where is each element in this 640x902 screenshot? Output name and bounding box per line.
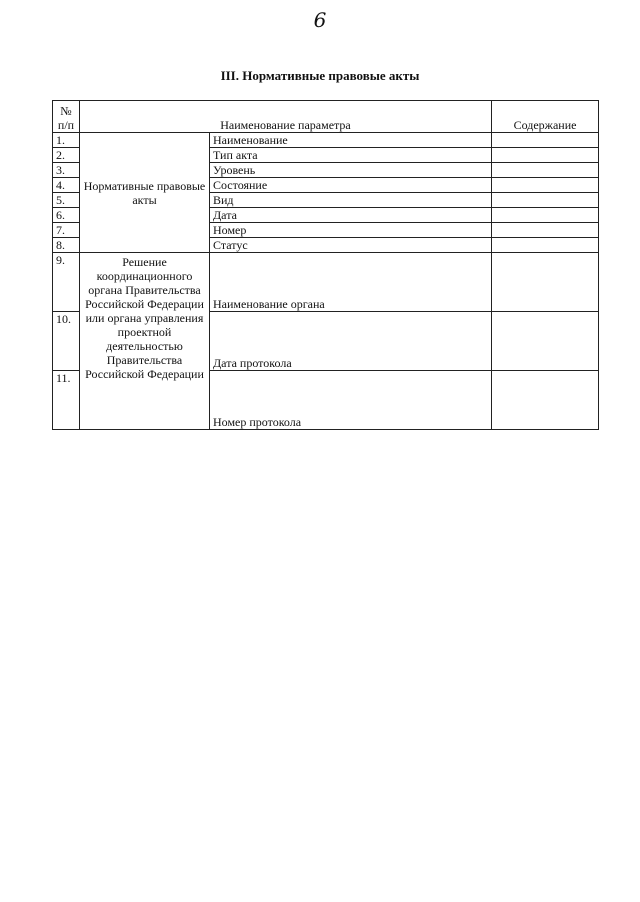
row-param: Наименование органа (210, 253, 492, 312)
row-content[interactable] (492, 253, 599, 312)
row-num: 5. (53, 193, 80, 208)
section-title: III. Нормативные правовые акты (220, 68, 420, 83)
row-num: 4. (53, 178, 80, 193)
row-content[interactable] (492, 238, 599, 253)
row-num: 10. (53, 312, 80, 371)
header-num: № п/п (53, 101, 80, 133)
row-content[interactable] (492, 133, 599, 148)
row-content[interactable] (492, 163, 599, 178)
row-num: 9. (53, 253, 80, 312)
group-label-npa: Нормативные правовые акты (80, 133, 210, 253)
table-row (53, 253, 599, 312)
row-param: Номер (210, 223, 492, 238)
row-num: 7. (53, 223, 80, 238)
row-param: Тип акта (210, 148, 492, 163)
row-content[interactable] (492, 371, 599, 430)
row-param: Вид (210, 193, 492, 208)
row-num: 3. (53, 163, 80, 178)
row-num: 8. (53, 238, 80, 253)
row-content[interactable] (492, 223, 599, 238)
row-param: Номер протокола (210, 371, 492, 430)
row-num: 1. (53, 133, 80, 148)
row-content[interactable] (492, 148, 599, 163)
row-content[interactable] (492, 208, 599, 223)
row-content[interactable] (492, 312, 599, 371)
row-param: Наименование (210, 133, 492, 148)
header-param: Наименование параметра (80, 101, 492, 133)
row-content[interactable] (492, 193, 599, 208)
table-header-row (53, 101, 599, 133)
table-row (53, 133, 599, 148)
parameters-table (52, 100, 599, 430)
row-param: Статус (210, 238, 492, 253)
group-label-decision: Решение координационного органа Правительства Российской Федерации или органа управления проектной деятельностью Правительства Российской Федерации (80, 253, 210, 430)
row-param: Уровень (210, 163, 492, 178)
row-num: 6. (53, 208, 80, 223)
row-num: 11. (53, 371, 80, 430)
row-content[interactable] (492, 178, 599, 193)
row-num: 2. (53, 148, 80, 163)
row-param: Состояние (210, 178, 492, 193)
header-content: Содержание (492, 101, 599, 133)
row-param: Дата (210, 208, 492, 223)
page-number: 6 (313, 8, 327, 32)
row-param: Дата протокола (210, 312, 492, 371)
